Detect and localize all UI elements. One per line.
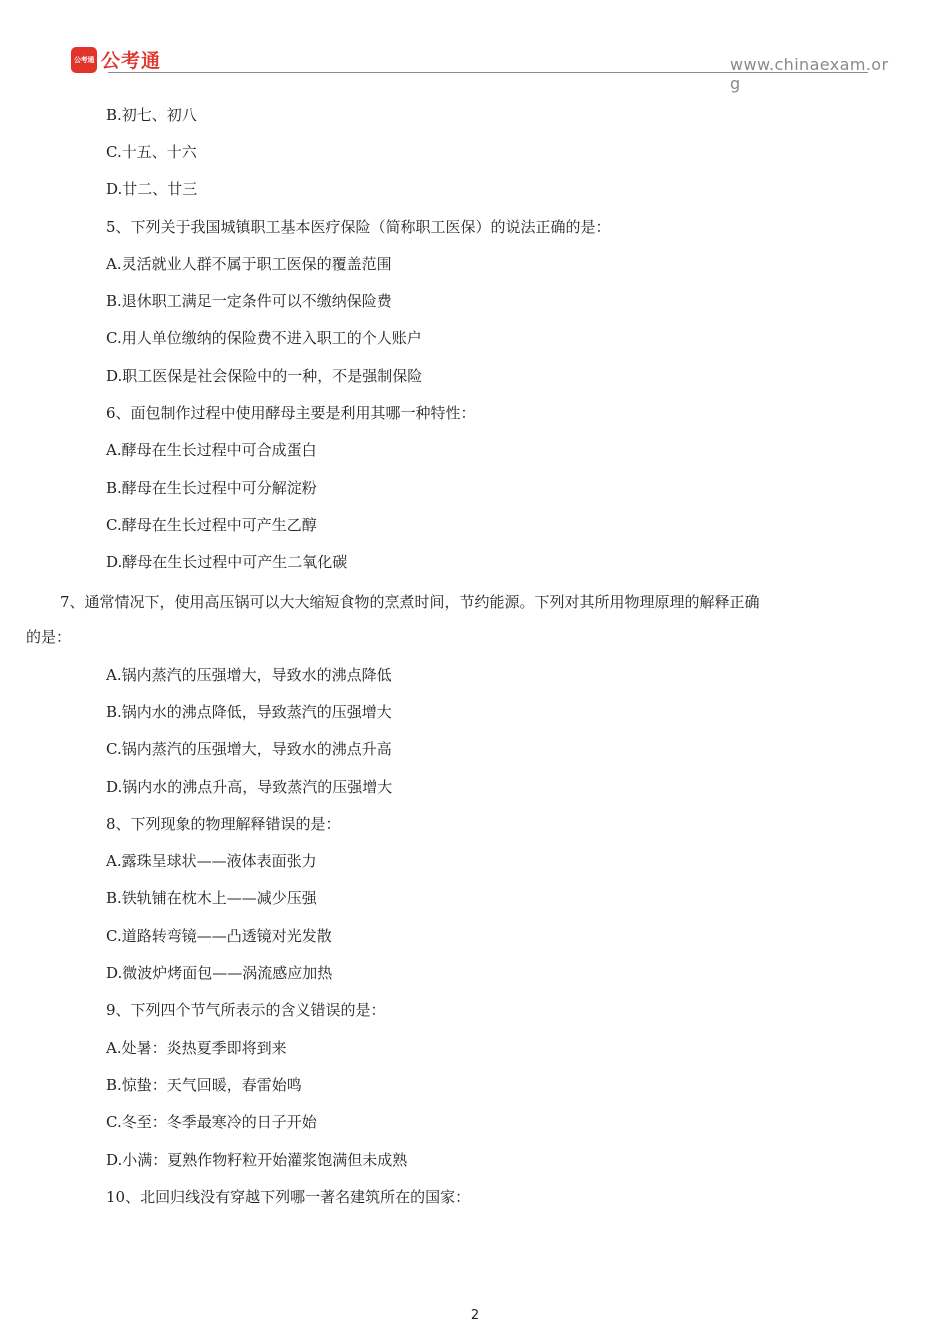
- question-9: 9、下列四个节气所表示的含义错误的是：: [106, 1001, 386, 1019]
- option-line: D.锅内水的沸点升高，导致蒸汽的压强增大: [106, 778, 393, 796]
- option-line: C.冬至：冬季最寒冷的日子开始: [106, 1113, 317, 1131]
- option-line: D.微波炉烤面包——涡流感应加热: [106, 964, 333, 982]
- page-header: [0, 0, 950, 100]
- option-line: B.惊蛰：天气回暖，春雷始鸣: [106, 1076, 302, 1094]
- option-line: A.锅内蒸汽的压强增大，导致水的沸点降低: [106, 666, 392, 684]
- site-url: www.chinaexam.org: [730, 55, 889, 93]
- question-6: 6、面包制作过程中使用酵母主要是利用其哪一种特性：: [106, 404, 476, 422]
- question-8: 8、下列现象的物理解释错误的是：: [106, 815, 341, 833]
- question-7-continued: 的是：: [26, 628, 72, 646]
- logo-badge-icon: 公考通: [71, 47, 97, 73]
- option-line: B.酵母在生长过程中可分解淀粉: [106, 479, 317, 497]
- option-line: C.十五、十六: [106, 143, 197, 161]
- option-line: A.露珠呈球状——液体表面张力: [106, 852, 317, 870]
- logo-text: 公考通: [101, 50, 162, 72]
- page-number: 2: [470, 1308, 480, 1323]
- brand-logo: [71, 46, 161, 73]
- option-line: D.廿二、廿三: [106, 180, 198, 198]
- option-line: C.锅内蒸汽的压强增大，导致水的沸点升高: [106, 740, 392, 758]
- option-line: C.用人单位缴纳的保险费不进入职工的个人账户: [106, 329, 422, 347]
- option-line: D.小满：夏熟作物籽粒开始灌浆饱满但未成熟: [106, 1151, 408, 1169]
- option-line: A.酵母在生长过程中可合成蛋白: [106, 441, 317, 459]
- option-line: D.酵母在生长过程中可产生二氧化碳: [106, 553, 348, 571]
- option-line: D.职工医保是社会保险中的一种，不是强制保险: [106, 367, 423, 385]
- option-line: A.处暑：炎热夏季即将到来: [106, 1039, 287, 1057]
- option-line: B.锅内水的沸点降低，导致蒸汽的压强增大: [106, 703, 392, 721]
- option-line: B.初七、初八: [106, 106, 197, 124]
- option-line: C.酵母在生长过程中可产生乙醇: [106, 516, 317, 534]
- question-5: 5、下列关于我国城镇职工基本医疗保险（简称职工医保）的说法正确的是：: [106, 218, 611, 236]
- option-line: C.道路转弯镜——凸透镜对光发散: [106, 927, 332, 945]
- option-line: B.退休职工满足一定条件可以不缴纳保险费: [106, 292, 392, 310]
- question-7: 7、通常情况下，使用高压锅可以大大缩短食物的烹煮时间，节约能源。下列对其所用物理原理的解释正确: [60, 593, 760, 611]
- question-10: 10、北回归线没有穿越下列哪一著名建筑所在的国家：: [106, 1188, 471, 1206]
- option-line: A.灵活就业人群不属于职工医保的覆盖范围: [106, 255, 392, 273]
- option-line: B.铁轨铺在枕木上——减少压强: [106, 889, 317, 907]
